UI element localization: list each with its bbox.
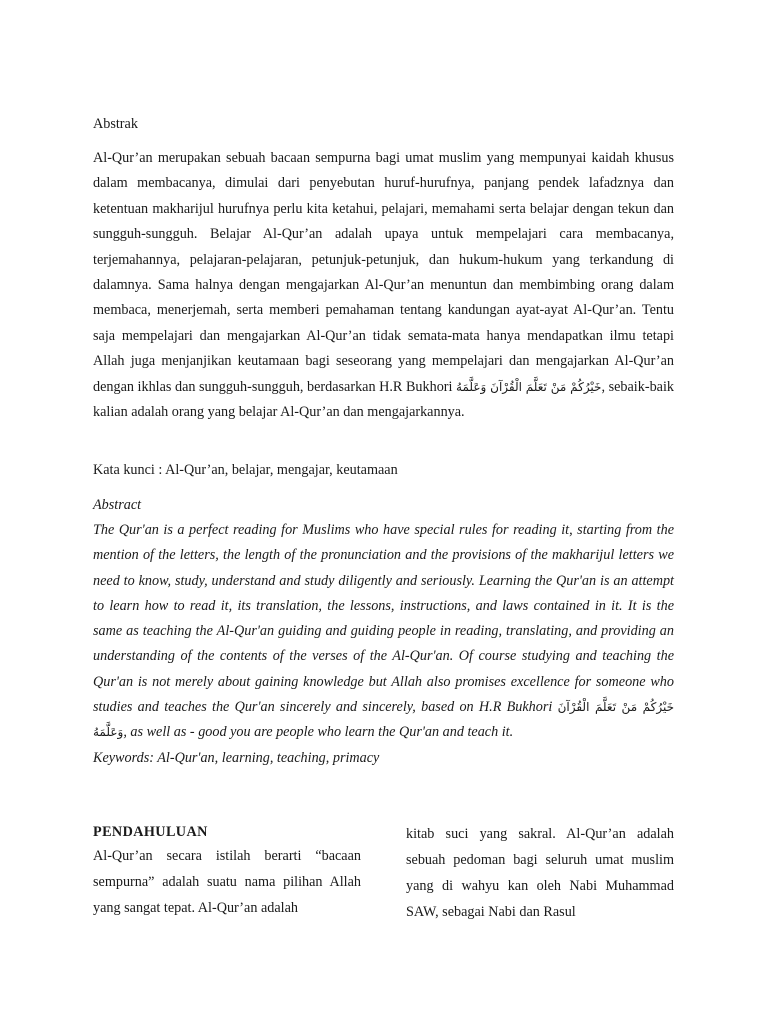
abstrak-body-text: Al-Qur’an merupakan sebuah bacaan sempurna bagi umat muslim yang mempunyai kaidah khusus dalam membacanya, dimulai dari penyebutan huruf-hurufnya, panjang pendek lafadznya dan ketentuan makharijul hurufnya perlu kita ketahui, pelajari, memahami serta belajar dengan tekun dan sungguh-sungguh. Belajar Al-Qur’an adalah upaya untuk mempelajari cara membacanya, terjemahannya, pelajaran-pelajaran, petunjuk-petunjuk, dan hukum-hukum yang terkandung di dalamnya. Sama halnya dengan mengajarkan Al-Qur’an menuntun dan membimbing orang dalam membaca, menerjemah, serta memberi pemahaman tentang kandungan ayat-ayat Al-Qur’an. Tentu saja mempelajari dan mengajarkan Al-Qur’an tidak semata-mata hanya mendapatkan ilmu tetapi Allah juga menjanjikan keutamaan bagi seseorang yang mempelajari dan mengajarkan Al-Qur’an dengan ikhlas dan sungguh-sungguh, berdasarkan H.R Bukhori: [93, 150, 674, 395]
abstract-arabic-quote: خَيْرُكُمْ مَنْ تَعَلَّمَ الْقُرْآنَ وَعَلَّمَهُ: [93, 700, 675, 740]
abstrak-keywords: Kata kunci : Al-Qur’an, belajar, mengajar, keutamaan: [93, 462, 398, 478]
abstrak-arabic-quote: خَيْرُكُمْ مَنْ تَعَلَّمَ الْقُرْآنَ وَعَلَّمَهُ: [456, 379, 602, 394]
pendahuluan-left-column: [93, 821, 361, 921]
abstract-keywords: Keywords: Al-Qur'an, learning, teaching, primacy: [93, 749, 380, 766]
abstrak-body-text-end: , sebaik-baik kalian adalah orang yang belajar Al-Qur’an dan mengajarkannya.: [93, 378, 674, 421]
abstract-title: Abstract: [93, 497, 142, 513]
pendahuluan-right-text: kitab suci yang sakral. Al-Qur’an adalah sebuah pedoman bagi seluruh umat muslim yang di wahyu kan oleh Nabi Muhammad SAW, sebagai Nabi dan Rasul: [406, 826, 674, 920]
pendahuluan-heading: PENDAHULUAN: [93, 824, 208, 840]
pendahuluan-left-text: Al-Qur’an secara istilah berarti “bacaan sempurna” adalah suatu nama pilihan Allah yang sangat tepat. Al-Qur’an adalah: [93, 848, 361, 916]
abstrak-body: [93, 146, 674, 425]
abstract-body: [93, 518, 674, 771]
abstract-body-text-end: , as well as - good you are people who learn the Qur'an and teach it.: [123, 724, 514, 741]
abstract-body-text: The Qur'an is a perfect reading for Muslims who have special rules for reading it, starting from the mention of the letters, the length of the pronunciation and the provisions of the makharijul letters we need to know, study, understand and study diligently and seriously. Learning the Qur'an is an attempt to learn how to read it, its translation, the lessons, instructions, and laws contained in it. It is the same as teaching the Al-Qur'an guiding and guiding people in reading, translating, and providing an understanding of the contents of the verses of the Al-Qur'an. Of course studying and teaching the Qur'an is not merely about gaining knowledge but Allah also promises excellence for someone who studies and teaches the Qur'an sincerely and sincerely, based on H.R Bukhori: [93, 522, 674, 716]
pendahuluan-right-column: [406, 821, 674, 925]
abstrak-title: Abstrak: [93, 116, 138, 132]
